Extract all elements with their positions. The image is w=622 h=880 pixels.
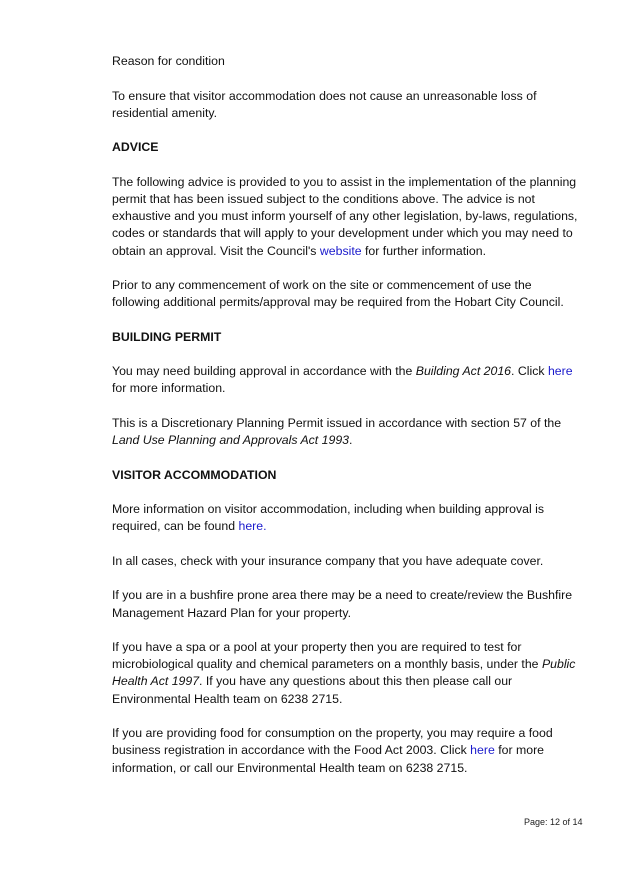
building-text: You may need building approval in accordance with the: [112, 364, 416, 379]
food-here-link[interactable]: here: [470, 743, 495, 758]
permit-text: This is a Discretionary Planning Permit issued in accordance with section 57 of the: [112, 415, 562, 430]
website-link[interactable]: website: [319, 243, 362, 258]
advice-paragraph-2: Prior to any commencement of work on the site or commencement of use the following additional permits/approval may be required from the Hobart City Council.: [112, 278, 564, 310]
spa-text-end: . If you have any questions about this then please call our Environmental Health team on 6238 2715.: [112, 674, 513, 706]
spa-text: If you have a spa or a pool at your property then you are required to test for microbiological quality and chemical parameters on a monthly basis, under the: [112, 640, 542, 672]
food-text-end: for more information, or call our Environmental Health team on 6238 2715.: [112, 743, 544, 775]
building-text-mid: . Click: [511, 364, 548, 379]
document-page: [112, 53, 582, 794]
permit-text-end: .: [349, 433, 353, 448]
building-text-end: for more information.: [112, 381, 226, 396]
visitor-paragraph-4: [112, 639, 582, 708]
planning-act-title: Land Use Planning and Approvals Act 1993: [112, 433, 349, 448]
visitor-paragraph-5: [112, 725, 582, 777]
visitor-paragraph-3: If you are in a bushfire prone area there may be a need to create/review the Bushfire Management Hazard Plan for your property.: [112, 588, 573, 620]
building-paragraph-1: [112, 363, 582, 397]
page-number: Page: 12 of 14: [524, 817, 583, 827]
public-health-act-title: Public Health Act 1997: [112, 657, 576, 689]
visitor-paragraph-1: [112, 501, 582, 535]
reason-text: To ensure that visitor accommodation does not cause an unreasonable loss of residential amenity.: [112, 88, 537, 120]
advice-text-end: for further information.: [361, 243, 486, 258]
visitor-accommodation-heading: VISITOR ACCOMMODATION: [112, 467, 277, 482]
reason-heading: Reason for condition: [112, 54, 225, 68]
building-act-title: Building Act 2016: [415, 364, 512, 379]
advice-heading: ADVICE: [112, 140, 159, 155]
building-paragraph-2: [112, 415, 582, 449]
visitor-here-link[interactable]: here.: [238, 519, 267, 534]
visitor-paragraph-2: In all cases, check with your insurance company that you have adequate cover.: [112, 553, 544, 568]
food-text: If you are providing food for consumption on the property, you may require a food business registration in accordance with the Food Act 2003. Click: [112, 726, 553, 758]
building-here-link[interactable]: here: [547, 364, 573, 379]
building-permit-heading: BUILDING PERMIT: [112, 329, 222, 344]
advice-text: The following advice is provided to you to assist in the implementation of the planning permit that has been issued subject to the conditions above. The advice is not exhaustive and you must inform yourself of any other legislation, by-laws, regulations, codes or standards that will apply to your development under which you may need to obtain an approval. Visit the Council's: [112, 174, 578, 258]
visitor-text: More information on visitor accommodation, including when building approval is required, can be found: [112, 502, 544, 534]
advice-paragraph-1: [112, 174, 582, 260]
